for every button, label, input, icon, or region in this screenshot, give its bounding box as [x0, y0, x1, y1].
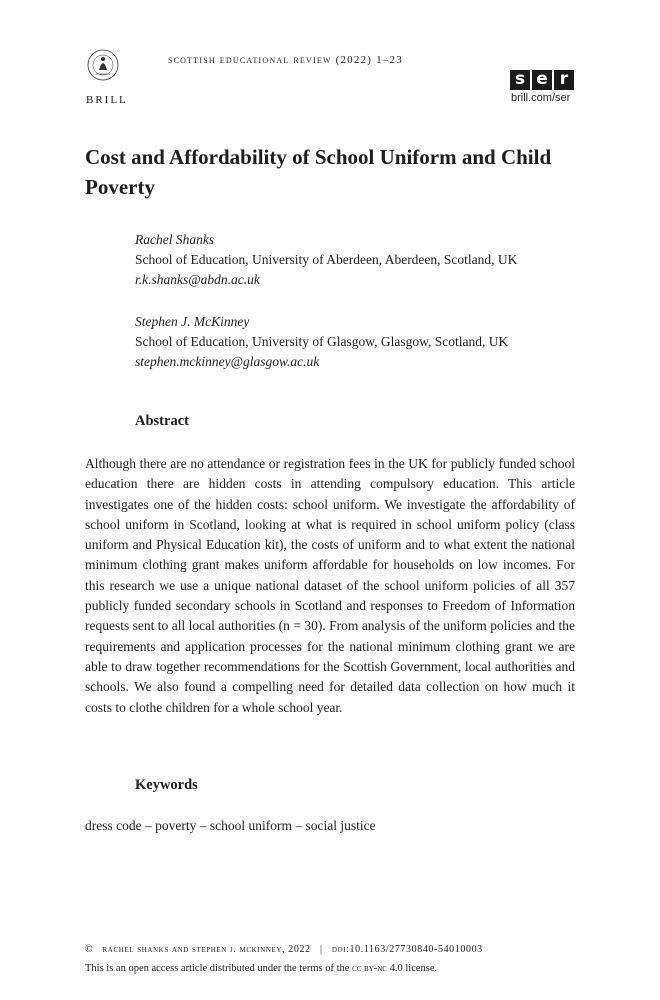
journal-running-head: scottish educational review (2022) 1–23: [168, 54, 403, 66]
author-email[interactable]: r.k.shanks@abdn.ac.uk: [135, 272, 260, 287]
journal-logo: [510, 70, 574, 90]
copyright-line: [85, 944, 483, 955]
abstract-text: Although there are no attendance or registration fees in the UK for publicly funded school education there are hidden costs in attending compulsory education. This article investigates one of the hidden costs: school uniform. We investigate the affordability of school uniform in Scotland, looking at what is required in school uniform policy (class uniform and Physical Education kit), the costs of uniform and to what extent the national minimum clothing grant makes uniform affordable for households on low incomes. For this research we use a unique national dataset of the school uniform policies of all 357 publicly funded secondary schools in Scotland and responses to Freedom of Information requests sent to all local authorities (n = 30). From analysis of the uniform policies and the requirements and application processes for the national minimum clothing grant we are able to draw together recommendations for the Scottish Government, local authorities and schools. We also found a compelling need for detailed data collection on how much it costs to clothe children for a whole school year.: [85, 456, 575, 715]
article-title: Cost and Affordability of School Uniform and Child Poverty: [85, 145, 552, 199]
author-name: Stephen J. McKinney: [135, 314, 250, 329]
keywords-text: dress code – poverty – school uniform – social justice: [85, 818, 376, 833]
publisher-name: BRILL: [86, 94, 128, 106]
journal-logo-letter: s: [510, 70, 530, 90]
abstract-heading: Abstract: [135, 413, 189, 429]
author-affiliation: School of Education, University of Aberdeen, Aberdeen, Scotland, UK: [135, 252, 518, 267]
brill-seal-logo: [86, 48, 120, 88]
journal-logo-letter: r: [554, 70, 574, 90]
keywords-heading: Keywords: [135, 777, 198, 793]
footer-separator: |: [319, 944, 323, 955]
license-suffix: license.: [405, 963, 438, 974]
author-email[interactable]: stephen.mckinney@glasgow.ac.uk: [135, 354, 320, 369]
author-block: [135, 230, 517, 290]
journal-logo-letter: e: [532, 70, 552, 90]
author-block: [135, 312, 508, 372]
author-affiliation: School of Education, University of Glasgow, Glasgow, Scotland, UK: [135, 334, 509, 349]
copyright-icon: ©: [85, 944, 94, 955]
license-prefix: This is an open access article distributed under the terms of the: [85, 963, 350, 974]
license-link[interactable]: cc by-nc 4.0: [352, 963, 403, 974]
author-name: Rachel Shanks: [135, 232, 215, 247]
journal-url[interactable]: brill.com/ser: [511, 92, 571, 104]
copyright-holders: rachel shanks and stephen j. mckinney, 2022: [102, 944, 311, 955]
doi-link[interactable]: doi:10.1163/27730840-54010003: [331, 944, 483, 955]
license-line: [85, 963, 437, 974]
